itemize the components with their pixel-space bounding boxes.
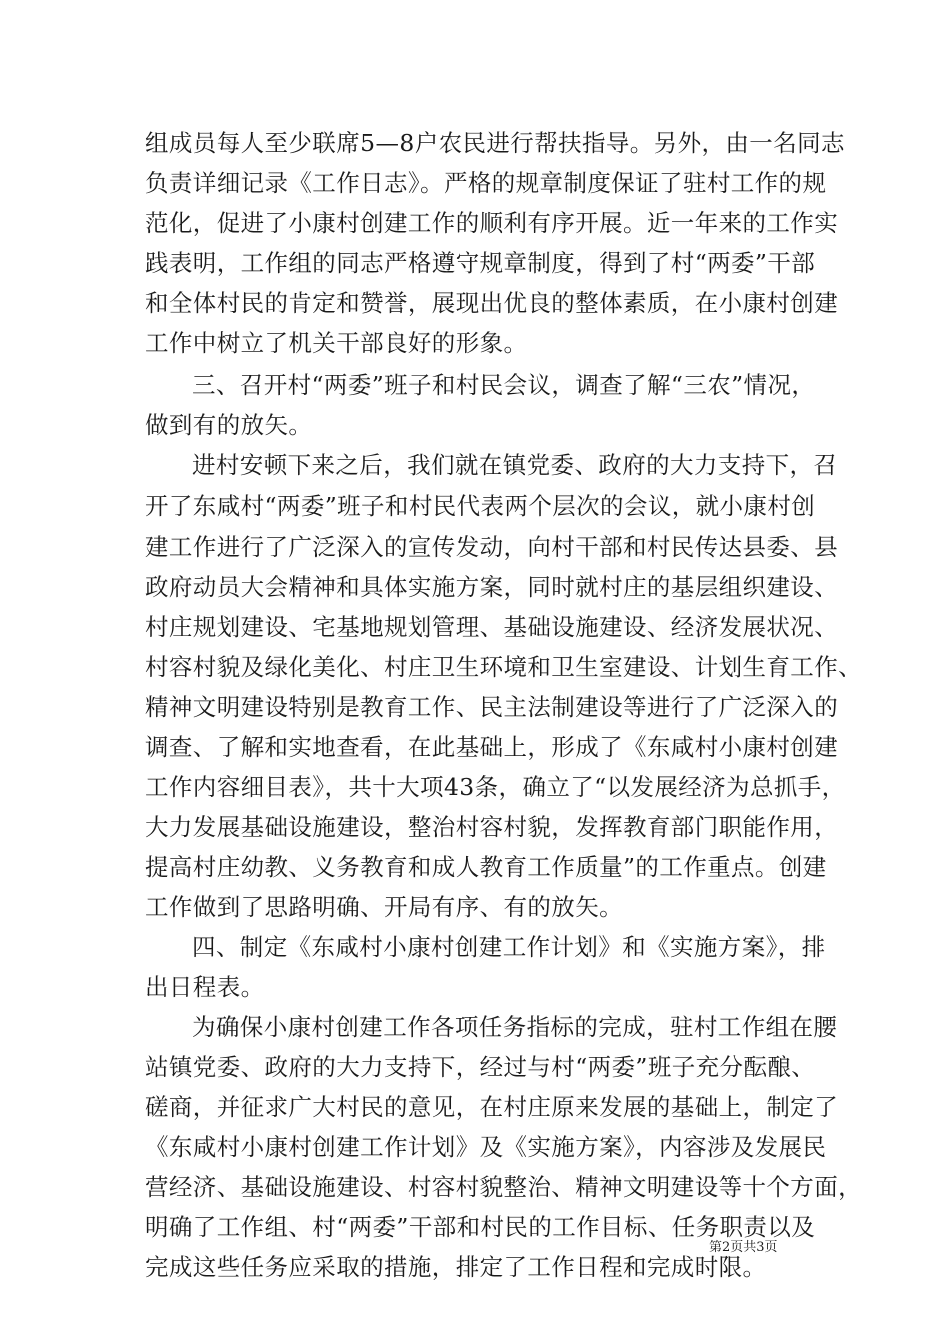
text-line: 工作中树立了机关干部良好的形象。 <box>145 329 528 357</box>
text-line: 营经济、基础设施建设、村容村貌整治、精神文明建设等十个方面， <box>145 1173 862 1201</box>
text-line: 村容村貌及绿化美化、村庄卫生环境和卫生室建设、计划生育工作、 <box>145 653 862 681</box>
text-line: 组成员每人至少联席5—8户农民进行帮扶指导。另外，由一名同志 <box>145 129 845 157</box>
text-line: 范化，促进了小康村创建工作的顺利有序开展。近一年来的工作实 <box>145 209 839 237</box>
text-line: 完成这些任务应采取的措施，排定了工作日程和完成时限。 <box>145 1253 767 1281</box>
text-line: 站镇党委、政府的大力支持下，经过与村“两委”班子充分酝酿、 <box>145 1053 816 1081</box>
text-line: 大力发展基础设施建设，整治村容村貌，发挥教育部门职能作用， <box>145 813 839 841</box>
text-line: 调查、了解和实地查看，在此基础上，形成了《东咸村小康村创建 <box>145 733 839 761</box>
text-line: 和全体村民的肯定和赞誉，展现出优良的整体素质，在小康村创建 <box>145 289 839 317</box>
text-line: 提高村庄幼教、义务教育和成人教育工作质量”的工作重点。创建 <box>145 853 827 881</box>
text-line: 工作内容细目表》，共十大项43条，确立了“以发展经济为总抓手， <box>145 773 846 801</box>
paragraph-start: 为确保小康村创建工作各项任务指标的完成，驻村工作组在腰 <box>192 1013 838 1041</box>
paragraph-start: 进村安顿下来之后，我们就在镇党委、政府的大力支持下，召 <box>192 451 838 479</box>
text-line: 开了东咸村“两委”班子和村民代表两个层次的会议，就小康村创 <box>145 492 816 520</box>
section-heading-4-cont: 出日程表。 <box>145 973 265 1001</box>
section-heading-3: 三、召开村“两委”班子和村民会议，调查了解“三农”情况， <box>192 371 816 399</box>
section-heading-3-cont: 做到有的放矢。 <box>145 411 313 439</box>
text-line: 明确了工作组、村“两委”干部和村民的工作目标、任务职责以及 <box>145 1213 816 1241</box>
text-line: 精神文明建设特别是教育工作、民主法制建设等进行了广泛深入的 <box>145 693 839 721</box>
section-heading-4: 四、制定《东咸村小康村创建工作计划》和《实施方案》，排 <box>192 933 826 961</box>
text-line: 践表明，工作组的同志严格遵守规章制度，得到了村“两委”干部 <box>145 249 816 277</box>
text-line: 《东咸村小康村创建工作计划》及《实施方案》，内容涉及发展民 <box>145 1133 827 1161</box>
text-line: 建工作进行了广泛深入的宣传发动，向村干部和村民传达县委、县 <box>145 533 839 561</box>
text-line: 政府动员大会精神和具体实施方案，同时就村庄的基层组织建设、 <box>145 573 839 601</box>
text-line: 负责详细记录《工作日志》。严格的规章制度保证了驻村工作的规 <box>145 169 827 197</box>
page-number: 第2页共3页 <box>709 1240 778 1255</box>
text-line: 工作做到了思路明确、开局有序、有的放矢。 <box>145 893 623 921</box>
text-line: 村庄规划建设、宅基地规划管理、基础设施建设、经济发展状况、 <box>145 613 839 641</box>
text-line: 磋商，并征求广大村民的意见，在村庄原来发展的基础上，制定了 <box>145 1093 839 1121</box>
